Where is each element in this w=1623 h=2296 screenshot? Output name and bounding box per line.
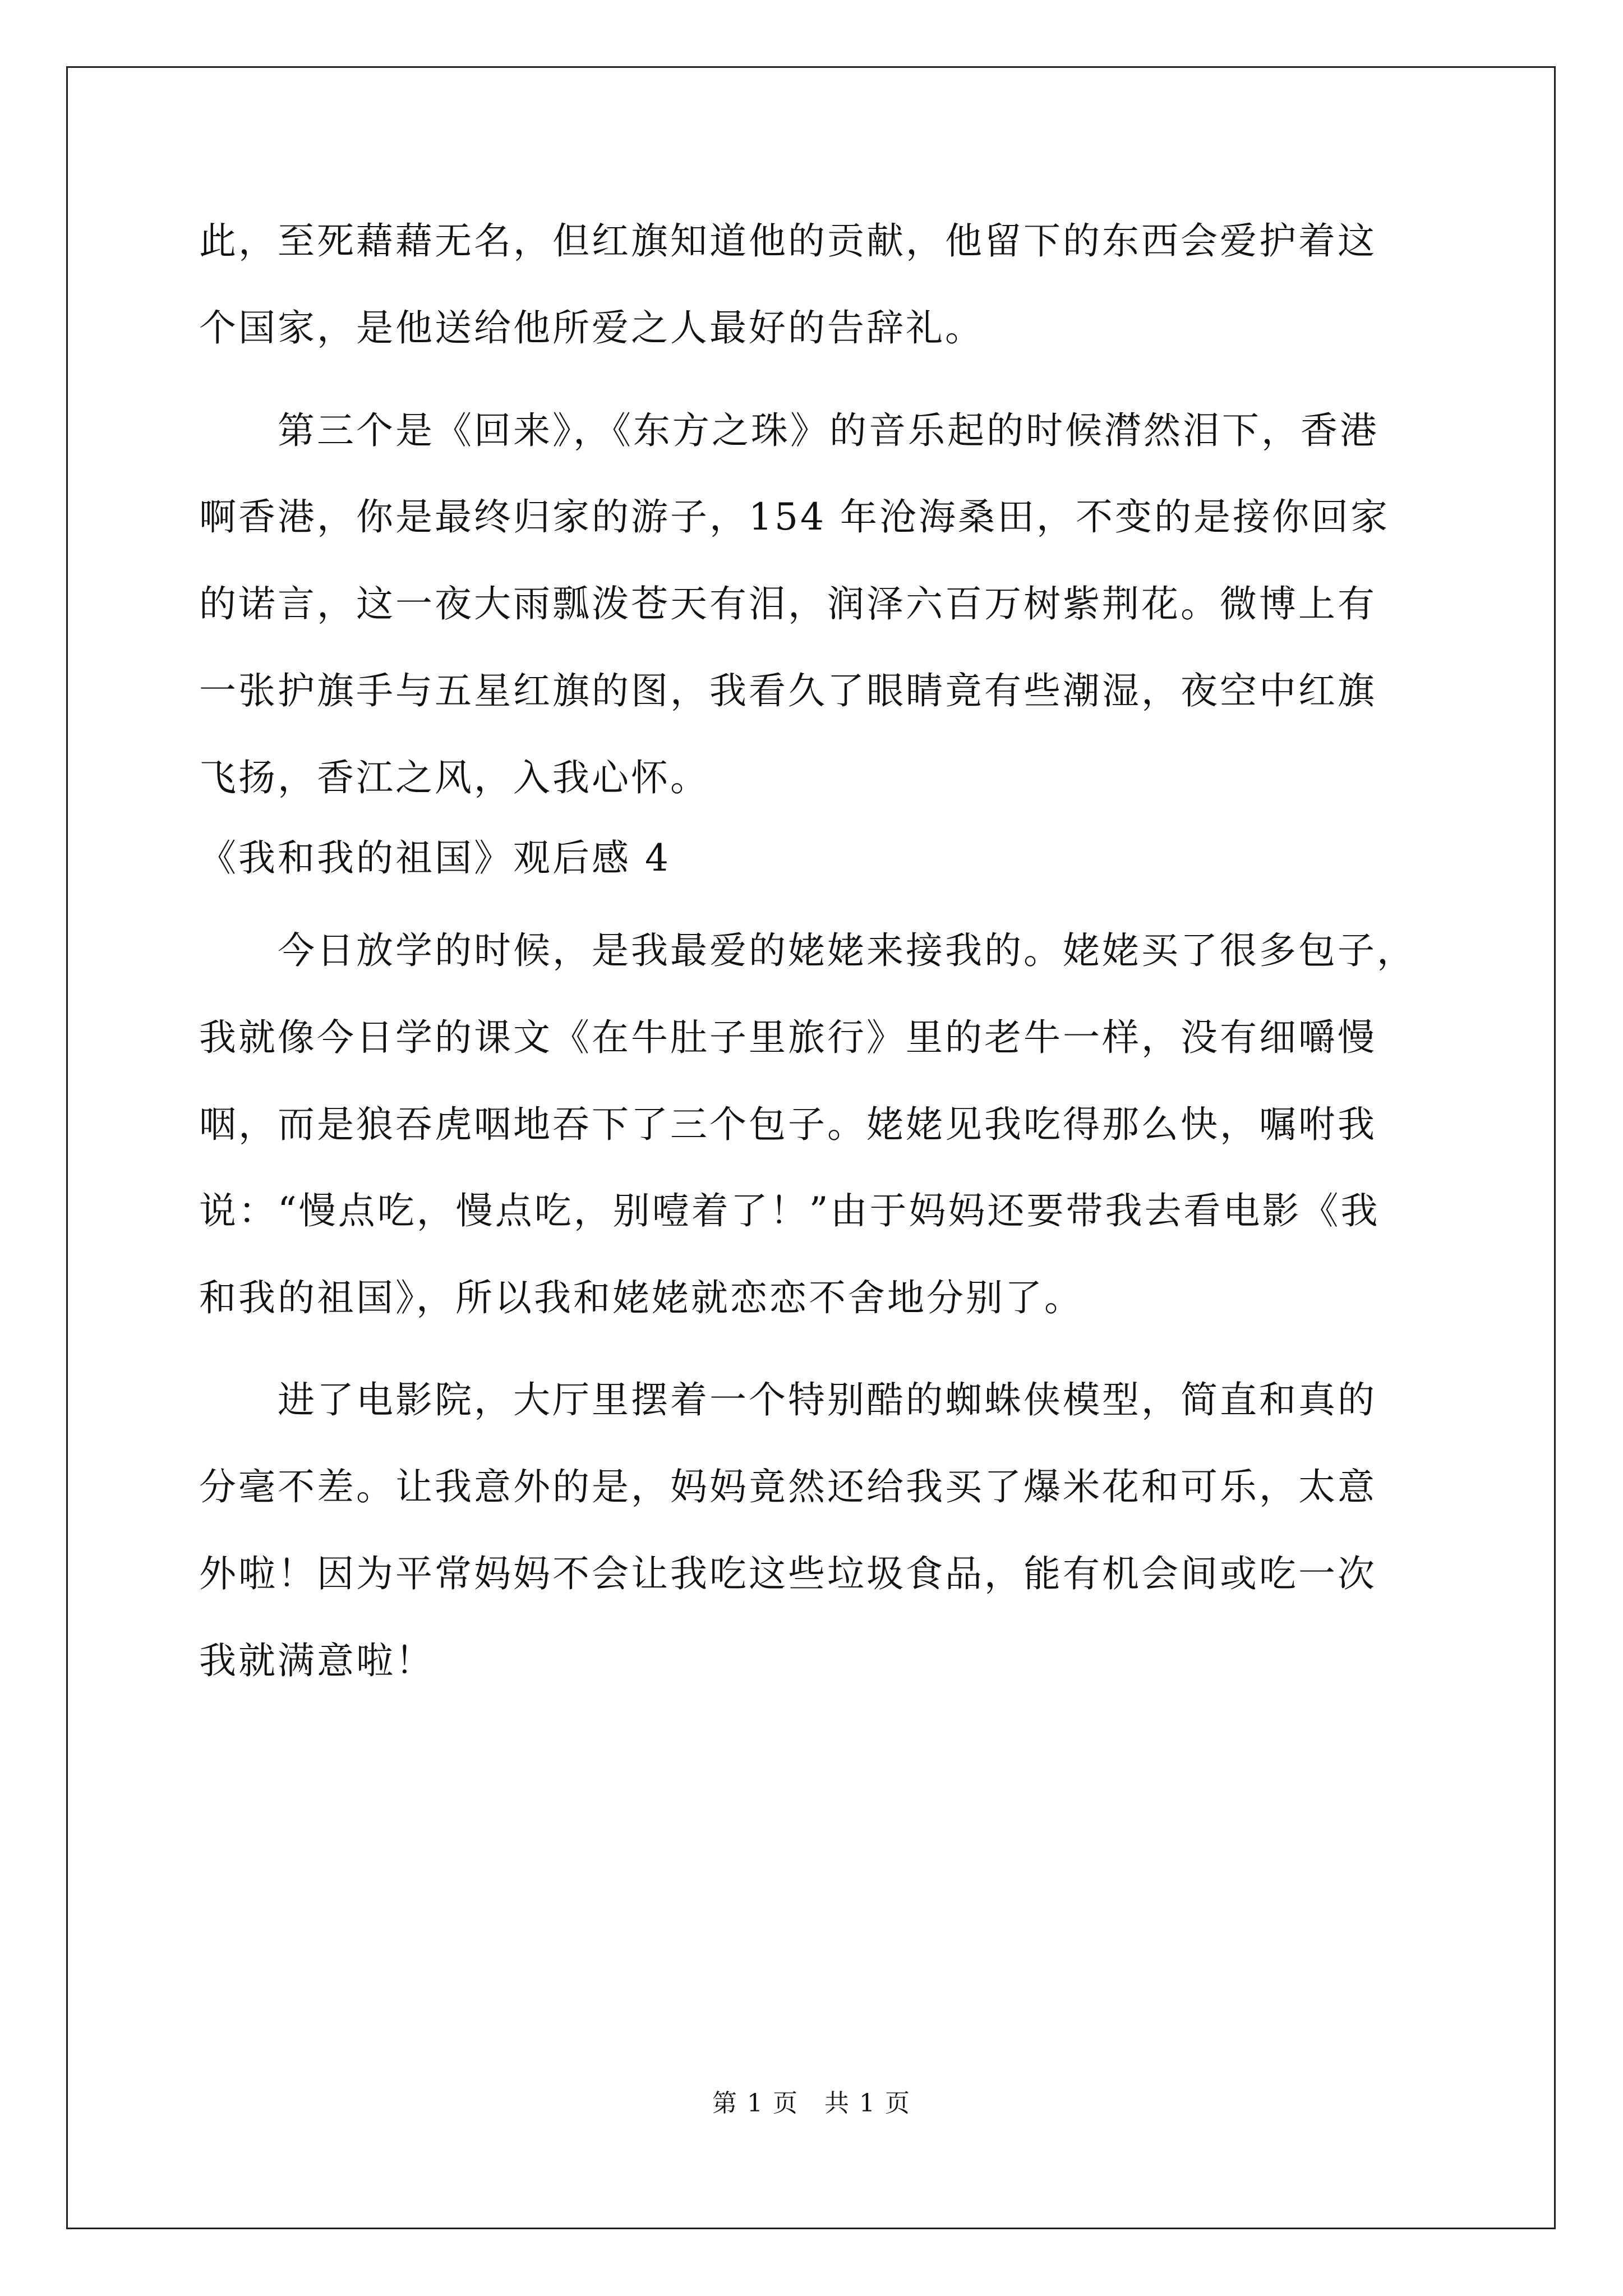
section-heading: 《我和我的祖国》观后感 4 xyxy=(199,836,671,880)
text-line: 飞扬，香江之风，入我心怀。 xyxy=(199,756,709,799)
text-line: 咽，而是狼吞虎咽地吞下了三个包子。姥姥见我吃得那么快，嘱咐我 xyxy=(199,1103,1377,1146)
text-line: 分毫不差。让我意外的是，妈妈竟然还给我买了爆米花和可乐，太意 xyxy=(199,1465,1377,1508)
text-line: 我就像今日学的课文《在牛肚子里旅行》里的老牛一样，没有细嚼慢 xyxy=(199,1016,1377,1059)
text-line: 我就满意啦！ xyxy=(199,1639,435,1682)
text-line: 第三个是《回来》，《东方之珠》的音乐起的时候潸然泪下，香港 xyxy=(199,409,1379,452)
text-line: 的诺言，这一夜大雨瓢泼苍天有泪，润泽六百万树紫荆花。微博上有 xyxy=(199,582,1377,625)
page-total: 共 1 页 xyxy=(824,2089,911,2118)
text-line: 一张护旗手与五星红旗的图，我看久了眼睛竟有些潮湿，夜空中红旗 xyxy=(199,669,1377,712)
text-line: 外啦！因为平常妈妈不会让我吃这些垃圾食品，能有机会间或吃一次 xyxy=(199,1552,1377,1595)
text-line: 进了电影院，大厅里摆着一个特别酷的蜘蛛侠模型，简直和真的 xyxy=(199,1378,1377,1421)
page-number: 第 1 页 xyxy=(712,2089,799,2118)
text-line: 啊香港，你是最终归家的游子，154 年沧海桑田，不变的是接你回家 xyxy=(199,495,1390,539)
text-line: 说：“慢点吃，慢点吃，别噎着了！”由于妈妈还要带我去看电影《我 xyxy=(199,1189,1380,1232)
text-line: 个国家，是他送给他所爱之人最好的告辞礼。 xyxy=(199,306,984,349)
text-line: 此，至死藉藉无名，但红旗知道他的贡献，他留下的东西会爱护着这 xyxy=(199,219,1377,263)
page-footer xyxy=(0,2087,1623,2120)
text-line: 今日放学的时候，是我最爱的姥姥来接我的。姥姥买了很多包子， xyxy=(199,929,1416,972)
text-line: 和我的祖国》，所以我和姥姥就恋恋不舍地分别了。 xyxy=(199,1276,1083,1319)
